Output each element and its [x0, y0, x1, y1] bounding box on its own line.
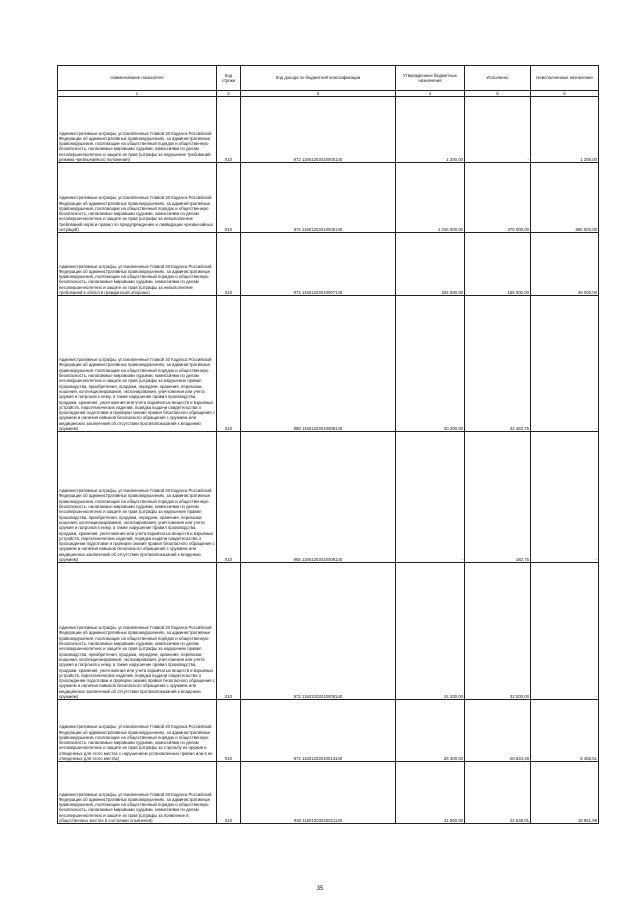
- header-executed: Исполнено: [465, 66, 531, 91]
- column-number: 5: [465, 91, 531, 97]
- row-kbk: 972 11601203010006140: [241, 163, 396, 233]
- row-unexecuted: -: [531, 432, 599, 563]
- row-code: 010: [217, 296, 241, 432]
- row-unexecuted: -: [531, 563, 599, 700]
- row-code: 010: [217, 762, 241, 824]
- column-number: 3: [241, 91, 396, 97]
- row-code: 010: [217, 233, 241, 296]
- header-row: [58, 66, 599, 91]
- row-budget: 204 000,00: [396, 233, 465, 296]
- header-budget: Утвержденные бюджетные назначения: [396, 66, 465, 91]
- row-code: 010: [217, 563, 241, 700]
- row-unexecuted: -: [531, 296, 599, 432]
- table-row: [58, 762, 599, 824]
- row-executed: 370 000,00: [465, 163, 531, 233]
- row-executed: -: [465, 97, 531, 163]
- row-kbk: 972 11601203010005140: [241, 97, 396, 163]
- row-executed: 32 182,75: [465, 296, 531, 432]
- row-executed: 20 834,49: [465, 700, 531, 762]
- header-code: Код строки: [217, 66, 241, 91]
- column-number: 1: [58, 91, 217, 97]
- row-executed: 22 638,01: [465, 762, 531, 824]
- table-row: [58, 163, 599, 233]
- row-kbk: 972 11601203010008140: [241, 563, 396, 700]
- row-kbk: 880 11601203010008140: [241, 296, 396, 432]
- row-unexecuted: 49 000,00: [531, 233, 599, 296]
- row-kbk: 972 11601203010013140: [241, 700, 396, 762]
- row-executed: 182,75: [465, 432, 531, 563]
- table-row: [58, 233, 599, 296]
- row-name: Административные штрафы, установленные Главой 20 Кодекса Российской Федерации об административных правонарушениях, за административные правонарушения, посягающие на общественный порядок и общественную безопасность, налагаемые мировыми судьями, комиссиями по делам несовершеннолетних и защите их прав (штрафы за нарушение требований режима чрезвычайного положения): [58, 97, 217, 163]
- table-row: [58, 296, 599, 432]
- row-code: 010: [217, 432, 241, 563]
- row-unexecuted: 5 465,51: [531, 700, 599, 762]
- column-number: 2: [217, 91, 241, 97]
- table-row: [58, 700, 599, 762]
- row-budget: 24 200,00: [396, 563, 465, 700]
- row-code: 010: [217, 163, 241, 233]
- header-unexecuted: Неисполненные назначения: [531, 66, 599, 91]
- row-executed: 155 000,00: [465, 233, 531, 296]
- column-number: 4: [396, 91, 465, 97]
- row-name: Административные штрафы, установленные Главой 20 Кодекса Российской Федерации об административных правонарушениях, за административные правонарушения, посягающие на общественный порядок и общественную безопасность, налагаемые мировыми судьями, комиссиями по делам несовершеннолетних и защите их прав (штрафы за появление в общественных местах в состоянии опьянения): [58, 762, 217, 824]
- table-row: [58, 563, 599, 700]
- table-row: [58, 97, 599, 163]
- row-unexecuted: 856 000,00: [531, 163, 599, 233]
- row-name: Административные штрафы, установленные Главой 20 Кодекса Российской Федерации об административных правонарушениях, за административные правонарушения, посягающие на общественный порядок и общественную безопасность, налагаемые мировыми судьями, комиссиями по делам несовершеннолетних и защите их прав (штрафы за нарушение правил производства, приобретения, продажи, передачи, хранения, перевозки, ношения, коллекционирования, экспонирования, уничтожения или учета оружия и патронов к нему, а также нарушение правил производства, продажи, хранения, уничтожения или учета взрывчатых веществ и взрывных устройств, пиротехнических изделий, порядка выдачи свидетельства о прохождении подготовки и проверки знания правил безопасного обращения с оружием и наличия навыков безопасного обращения с оружием или медицинских заключений об отсутствии противопоказаний к владению оружием): [58, 432, 217, 563]
- row-kbk: 965 11601203010008140: [241, 432, 396, 563]
- column-number: 6: [531, 91, 599, 97]
- row-kbk: 972 11601203010007140: [241, 233, 396, 296]
- row-name: Административные штрафы, установленные Главой 20 Кодекса Российской Федерации об административных правонарушениях, за административные правонарушения, посягающие на общественный порядок и общественную безопасность, налагаемые мировыми судьями, комиссиями по делам несовершеннолетних и защите их прав (штрафы за невыполнение требований норм и правил по предупреждению и ликвидации чрезвычайных ситуаций): [58, 163, 217, 233]
- income-report-table: [57, 65, 599, 824]
- row-name: Административные штрафы, установленные Главой 20 Кодекса Российской Федерации об административных правонарушениях, за административные правонарушения, посягающие на общественный порядок и общественную безопасность, налагаемые мировыми судьями, комиссиями по делам несовершеннолетних и защите их прав (штрафы за стрельбу из оружия в отведенных для этого местах с нарушением установленных правил или в не отведенных для этого местах): [58, 700, 217, 762]
- page-number: 35: [316, 886, 324, 892]
- row-budget: 26 300,00: [396, 700, 465, 762]
- row-name: Административные штрафы, установленные Главой 20 Кодекса Российской Федерации об административных правонарушениях, за административные правонарушения, посягающие на общественный порядок и общественную безопасность, налагаемые мировыми судьями, комиссиями по делам несовершеннолетних и защите их прав (штрафы за нарушение правил производства, приобретения, продажи, передачи, хранения, перевозки, ношения, коллекционирования, экспонирования, уничтожения или учета оружия и патронов к нему, а также нарушение правил производства, продажи, хранения, уничтожения или учета взрывчатых веществ и взрывных устройств, пиротехнических изделий, порядка выдачи свидетельства о прохождении подготовки и проверки знания правил безопасного обращения с оружием и наличия навыков безопасного обращения с оружием или медицинских заключений об отсутствии противопоказаний к владению оружием): [58, 296, 217, 432]
- row-budget: 1 200,00: [396, 97, 465, 163]
- row-budget: 20 200,00: [396, 296, 465, 432]
- row-budget: 1 226 000,00: [396, 163, 465, 233]
- row-code: 010: [217, 97, 241, 163]
- row-unexecuted: 1 200,00: [531, 97, 599, 163]
- header-kbk: Код дохода по бюджетной классификации: [241, 66, 396, 91]
- header-name: Наименование показателя: [58, 66, 217, 91]
- row-name: Административные штрафы, установленные Главой 20 Кодекса Российской Федерации об административных правонарушениях, за административные правонарушения, посягающие на общественный порядок и общественную безопасность, налагаемые мировыми судьями, комиссиями по делам несовершеннолетних и защите их прав (штрафы за нарушение правил производства, приобретения, продажи, передачи, хранения, перевозки, ношения, коллекционирования, экспонирования, уничтожения или учета оружия и патронов к нему, а также нарушение правил производства, продажи, хранения, уничтожения или учета взрывчатых веществ и взрывных устройств, пиротехнических изделий, порядка выдачи свидетельства о прохождении подготовки и проверки знания правил безопасного обращения с оружием и наличия навыков безопасного обращения с оружием или медицинских заключений об отсутствии противопоказаний к владению оружием): [58, 563, 217, 700]
- row-budget: 41 500,00: [396, 762, 465, 824]
- row-unexecuted: 18 861,99: [531, 762, 599, 824]
- row-code: 010: [217, 700, 241, 762]
- row-kbk: 930 11601203010021140: [241, 762, 396, 824]
- row-executed: 32 000,00: [465, 563, 531, 700]
- row-name: Административные штрафы, установленные Главой 20 Кодекса Российской Федерации об административных правонарушениях, за административные правонарушения, посягающие на общественный порядок и общественную безопасность, налагаемые мировыми судьями, комиссиями по делам несовершеннолетних и защите их прав (штрафы за невыполнение требований в области гражданской обороны): [58, 233, 217, 296]
- page-corner-mark: .: [620, 38, 622, 43]
- row-budget: -: [396, 432, 465, 563]
- table-row: [58, 432, 599, 563]
